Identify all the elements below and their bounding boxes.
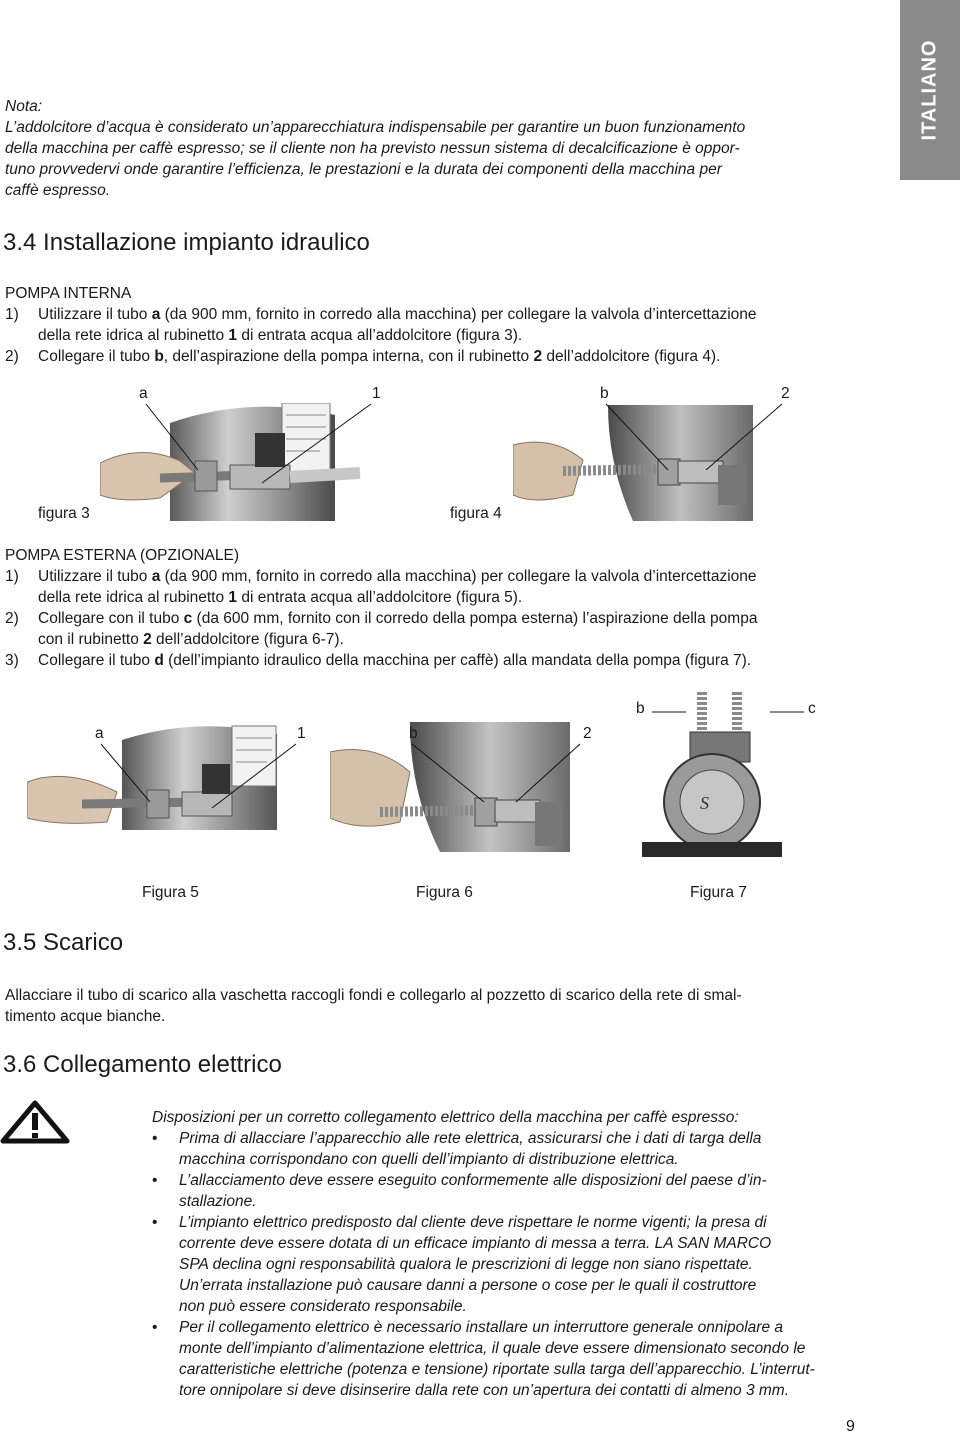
note-line: caffè espresso. bbox=[5, 182, 111, 199]
list-item bbox=[5, 608, 885, 650]
label-a: a bbox=[139, 385, 148, 402]
item-text: Prima di allacciare l’apparecchio alle rete elettrica, assicurarsi che i dati di targa della macchina corrispondano con quelli dell’impianto di distribuzione elettrica. bbox=[179, 1130, 762, 1168]
bullet-icon: • bbox=[152, 1319, 158, 1336]
electrical-instructions bbox=[152, 1107, 864, 1401]
pointer-lines-bottom bbox=[0, 690, 960, 840]
label-1: 1 bbox=[297, 725, 306, 742]
label-2: 2 bbox=[781, 385, 790, 402]
bullet-icon: • bbox=[152, 1172, 158, 1189]
item-number: 2) bbox=[5, 348, 19, 365]
label-1: 1 bbox=[372, 385, 381, 402]
external-pump-heading: POMPA ESTERNA (OPZIONALE) bbox=[5, 547, 239, 564]
item-text: Collegare il tubo d (dell’impianto idraulico della macchina per caffè) alla mandata della pompa (figura 7). bbox=[38, 652, 752, 669]
item-number: 1) bbox=[5, 568, 19, 585]
label-b-fig7: b bbox=[636, 700, 645, 717]
external-pump-block bbox=[5, 545, 885, 671]
item-text: Per il collegamento elettrico è necessario installare un interruttore generale onnipolare a monte dell’impianto d’alimentazione elettrica, il quale deve essere dimensionato secondo le caratteristiche elettriche (potenza e tensione) riportate sulla targa dell’apparecchio. L’interrut- tore onnipolare si deve disinserire dalla rete con un’apertura dei contatti di almeno 3 mm. bbox=[179, 1319, 815, 1399]
label-2: 2 bbox=[583, 725, 592, 742]
label-a: a bbox=[95, 725, 104, 742]
bullet-icon: • bbox=[152, 1214, 158, 1231]
item-text: L’impianto elettrico predisposto dal cliente deve rispettare le norme vigenti; la presa di corrente deve essere dotata di un efficace impianto di messa a terra. LA SAN MARCO SPA declina ogni responsabilità qualora le prescrizioni di legge non siano rispettate. Un’errata installazione può causare danni a persone o cose per le quali il costruttore non può essere considerato responsabile. bbox=[179, 1214, 772, 1315]
item-text: Collegare con il tubo c (da 600 mm, fornito con il corredo della pompa esterna) l’aspirazione della pompa con il rubinetto 2 dell’addolcitore (figura 6-7). bbox=[38, 610, 758, 648]
note-label: Nota: bbox=[5, 98, 43, 115]
section-3-5-text bbox=[5, 985, 885, 1027]
item-text: Utilizzare il tubo a (da 900 mm, fornito in corredo alla macchina) per collegare la valvola d’intercettazione della rete idrica al rubinetto 1 di entrata acqua all’addolcitore (figura 5). bbox=[38, 568, 757, 606]
item-text: Collegare il tubo b, dell’aspirazione della pompa interna, con il rubinetto 2 dell’addolcitore (figura 4). bbox=[38, 348, 721, 365]
text-line: Allacciare il tubo di scarico alla vaschetta raccogli fondi e collegarlo al pozzetto di scarico della rete di smal- bbox=[5, 987, 742, 1004]
item-number: 3) bbox=[5, 652, 19, 669]
bullet-icon: • bbox=[152, 1130, 158, 1147]
note-line: tuno provvedervi onde garantire l’efficienza, le prestazioni e la durata dei componenti della macchina per bbox=[5, 161, 722, 178]
list-item bbox=[152, 1212, 864, 1317]
list-item bbox=[5, 650, 885, 671]
figure-5-caption: Figura 5 bbox=[142, 884, 199, 901]
figure-3-caption: figura 3 bbox=[38, 505, 90, 522]
figure-4-caption: figura 4 bbox=[450, 505, 502, 522]
page-number: 9 bbox=[846, 1418, 855, 1435]
section-3-5-title: 3.5 Scarico bbox=[3, 929, 124, 956]
list-item bbox=[152, 1317, 864, 1401]
list-item bbox=[152, 1170, 864, 1212]
figure-6-caption: Figura 6 bbox=[416, 884, 473, 901]
section-3-4-title: 3.4 Installazione impianto idraulico bbox=[3, 229, 370, 256]
svg-text:S: S bbox=[700, 793, 709, 813]
text-line: timento acque bianche. bbox=[5, 1008, 166, 1025]
electrical-intro: Disposizioni per un corretto collegamento elettrico della macchina per caffè espresso: bbox=[152, 1109, 739, 1126]
label-b: b bbox=[409, 725, 418, 742]
label-c-fig7: c bbox=[808, 700, 816, 717]
warning-icon bbox=[0, 1100, 70, 1149]
note-line: L’addolcitore d’acqua è considerato un’apparecchiatura indispensabile per garantire un buon funzionamento bbox=[5, 119, 746, 136]
item-number: 2) bbox=[5, 610, 19, 627]
list-item bbox=[152, 1128, 864, 1170]
item-text: L’allacciamento deve essere eseguito conformemente alle disposizioni del paese d’in- stallazione. bbox=[179, 1172, 767, 1210]
label-b: b bbox=[600, 385, 609, 402]
language-tab-label: ITALIANO bbox=[918, 39, 941, 141]
item-number: 1) bbox=[5, 306, 19, 323]
section-3-6-title: 3.6 Collegamento elettrico bbox=[3, 1051, 282, 1078]
note-line: della macchina per caffè espresso; se il cliente non ha previsto nessun sistema di decalcificazione è oppor- bbox=[5, 140, 740, 157]
internal-pump-heading: POMPA INTERNA bbox=[5, 285, 132, 302]
figure-7-caption: Figura 7 bbox=[690, 884, 747, 901]
item-text: Utilizzare il tubo a (da 900 mm, fornito in corredo alla macchina) per collegare la valvola d’intercettazione della rete idrica al rubinetto 1 di entrata acqua all’addolcitore (figura 3). bbox=[38, 306, 757, 344]
pointer-lines-top bbox=[0, 0, 960, 540]
list-item bbox=[5, 566, 885, 608]
